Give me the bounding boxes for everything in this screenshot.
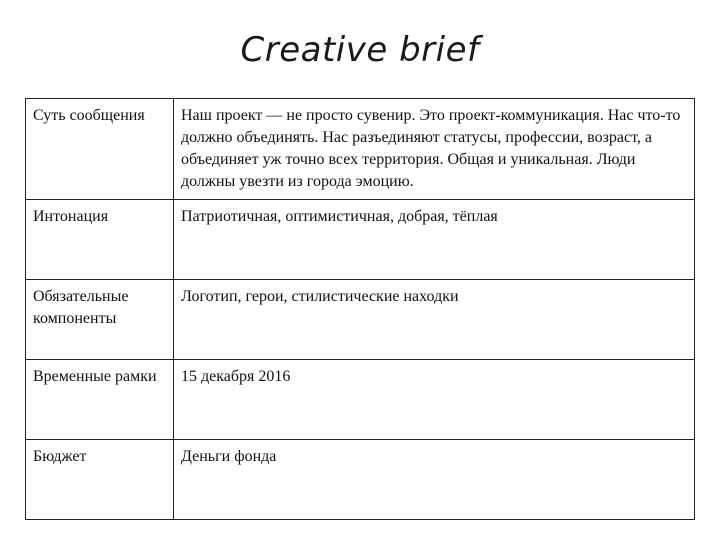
slide-title: Creative brief bbox=[240, 30, 480, 70]
row-label-required-components: Обязательные компоненты bbox=[26, 280, 174, 360]
table-row bbox=[26, 280, 695, 360]
row-label-timeframe: Временные рамки bbox=[26, 360, 174, 440]
row-value-timeframe: 15 декабря 2016 bbox=[174, 360, 695, 440]
row-label-budget: Бюджет bbox=[26, 440, 174, 520]
row-value-intonation: Патриотичная, оптимистичная, добрая, тёплая bbox=[174, 200, 695, 280]
table-row bbox=[26, 99, 695, 200]
row-label-message-essence: Суть сообщения bbox=[26, 99, 174, 200]
row-value-required-components: Логотип, герои, стилистические находки bbox=[174, 280, 695, 360]
creative-brief-table bbox=[25, 98, 695, 520]
table-row bbox=[26, 200, 695, 280]
row-value-message-essence: Наш проект — не просто сувенир. Это проект-коммуникация. Нас что-то должно объединять. Нас разъединяют статусы, профессии, возраст, а объединяет уж точно всех территория. Общая и уникальная. Люди должны увезти из города эмоцию. bbox=[174, 99, 695, 200]
table-row bbox=[26, 360, 695, 440]
table-row bbox=[26, 440, 695, 520]
row-label-intonation: Интонация bbox=[26, 200, 174, 280]
row-value-budget: Деньги фонда bbox=[174, 440, 695, 520]
